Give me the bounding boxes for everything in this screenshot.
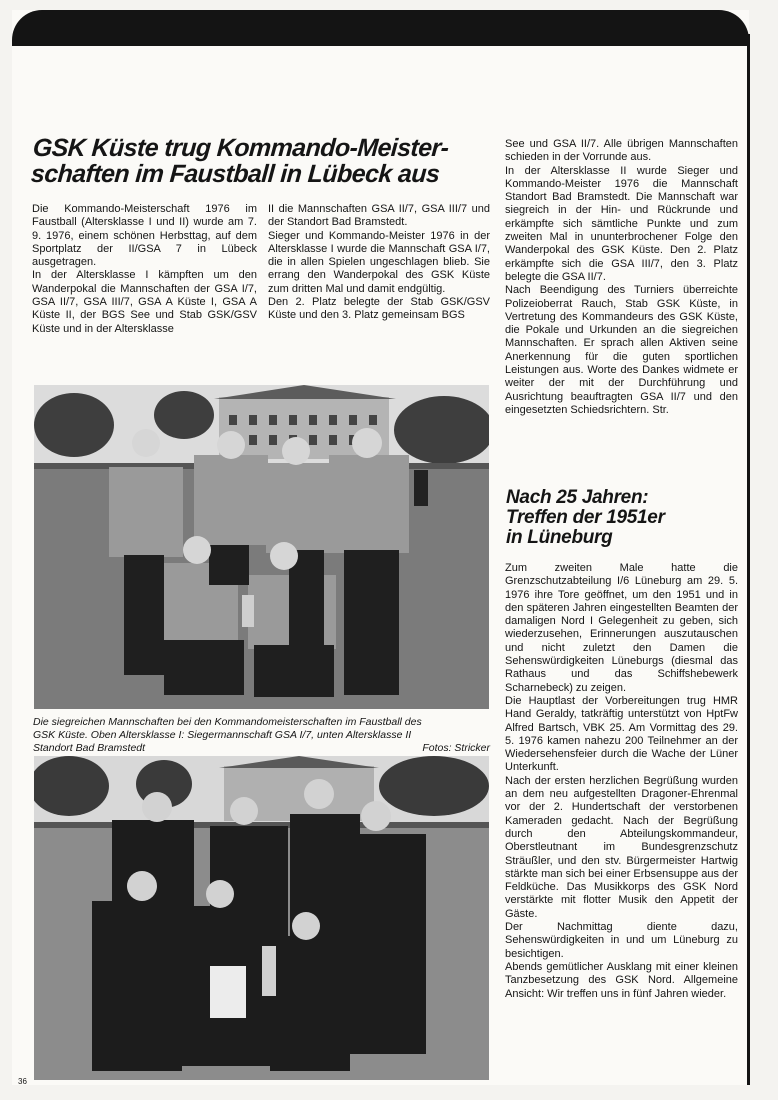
caption-line-3: Standort Bad Bramstedt — [33, 742, 146, 754]
paragraph: Der Nachmittag diente dazu, Sehenswürdigkeiten in und um Lüneburg zu besichtigen. — [505, 921, 738, 960]
article-2-body — [505, 562, 738, 1001]
subhead-line-3: in Lüneburg — [506, 527, 613, 548]
paragraph: In der Altersklasse II wurde Sieger und Kommando-Meister 1976 die Mannschaft Standort Bad Bramstedt. Die Mannschaft war siegreich in der Hin- und Rückrunde und erkämpfte sich sämtliche Punkte und zum zweiten Mal in ununterbrochener Folge den Wanderpokal des GSK Küste. Den 2. Platz erkämpfte sich die GSA III/7, den 3. Platz belegte die GSA II/7. — [505, 164, 738, 283]
photo-caption — [33, 716, 490, 755]
magazine-page — [12, 10, 749, 1085]
article-headline — [30, 135, 509, 187]
team-photo-top — [34, 385, 489, 709]
paragraph: Nach Beendigung des Turniers überreichte Polizeioberrat Rauch, Stab GSK Küste, in Vertretung des Kommandeurs des GSK Küste, die Pokale und Urkunden an die siegreichen Mannschaften. Er sprach allen Aktiven seine Anerkennung für die guten sportlichen Leistungen aus. Worte des Dankes widmete er weiter der mit der Durchführung und Ausrichtung beauftragten GSA II/7 und den eingesetzten Schiedsrichtern. Str. — [505, 284, 738, 416]
team-photo-bottom — [34, 756, 489, 1080]
headline-line-2: schaften im Faustball in Lübeck aus — [30, 160, 441, 188]
headline-line-1: GSK Küste trug Kommando-Meister- — [31, 134, 450, 162]
paragraph: Nach der ersten herzlichen Begrüßung wurden an dem neu aufgestellten Dragoner-Ehrenmal vor der 2. Hundertschaft der verstorbenen Kameraden gedacht. Nach der Begrüßung durch den Abteilungskommandeur, Oberstleutnant im Bundesgrenzschutz Sträußler, und den stv. Bürgermeister Hartwig stärkte man sich bei einer Erbsensuppe aus der Feldküche. Das Musikkorps des GSK Nord verstärkte mit flotter Musik den Appetit der Gäste. — [505, 774, 738, 920]
paragraph: II die Mannschaften GSA II/7, GSA III/7 und der Standort Bad Bramstedt. — [268, 203, 490, 229]
paragraph: Den 2. Platz belegte der Stab GSK/GSV Küste und den 3. Platz gemeinsam BGS — [268, 296, 490, 322]
article-column-1 — [32, 203, 257, 336]
page-header-bar — [12, 10, 749, 46]
paragraph: See und GSA II/7. Alle übrigen Mannschaften schieden in der Vorrunde aus. — [505, 138, 738, 164]
subhead-line-1: Nach 25 Jahren: — [506, 487, 649, 508]
article-column-2 — [268, 203, 490, 323]
paragraph: Die Kommando-Meisterschaft 1976 im Faustball (Altersklasse I und II) wurde am 7. 9. 1976, einem schönen Herbsttag, auf dem Sportplatz der II/GSA 7 in Lübeck ausgetragen. — [32, 203, 257, 269]
page-number: 36 — [18, 1077, 27, 1086]
page-edge-rule — [747, 34, 750, 1085]
paragraph: In der Altersklasse I kämpften um den Wanderpokal die Mannschaften der GSA I/7, GSA II/7, GSA III/7, GSA A Küste I, GSA A Küste II, der BGS See und Stab GSK/GSV Küste und in der Altersklasse — [32, 269, 257, 335]
caption-line-1: Die siegreichen Mannschaften bei den Kommandomeisterschaften im Faustball des — [33, 716, 422, 728]
photo-credit: Fotos: Stricker — [422, 742, 490, 754]
paragraph: Zum zweiten Male hatte die Grenzschutzabteilung I/6 Lüneburg am 29. 5. 1976 ihre Tore geöffnet, um den 1951 und in den späteren Jahren eingestellten Beamten der damaligen Nord I Gelegenheit zu geben, sich wiederzusehen, Erinnerungen auszutauschen und nicht zuletzt den Damen die Sehenswürdigkeiten Lüneburgs (diesmal das Rathaus und das Schiffshebewerk Scharnebeck) zu zeigen. — [505, 562, 738, 694]
article-column-3 — [505, 138, 738, 417]
article-2-headline — [506, 488, 736, 548]
paragraph: Abends gemütlicher Ausklang mit einer kleinen Tanzbesetzung des GSK Nord. Allgemeine Ansicht: Wir treffen uns in fünf Jahren wieder. — [505, 960, 738, 1000]
caption-line-2: GSK Küste. Oben Altersklasse I: Siegermannschaft GSA I/7, unten Altersklasse II — [33, 729, 412, 741]
subhead-line-2: Treffen der 1951er — [506, 507, 665, 528]
paragraph: Die Hauptlast der Vorbereitungen trug HMR Hand Geraldy, tatkräftig unterstützt von HptFw Alfred Bartsch, VBK 25. Am Vormittag des 29. 5. 1976 kamen nahezu 200 Teilnehmer an der Wiedersehensfeier durch die Wache der Lüner Unterkunft. — [505, 694, 738, 774]
paragraph: Sieger und Kommando-Meister 1976 in der Altersklasse I wurde die Mannschaft GSA I/7, die in allen Spielen ungeschlagen blieb. Sie errang den Wanderpokal des GSK Küste zum dritten Mal und damit endgültig. — [268, 229, 490, 295]
